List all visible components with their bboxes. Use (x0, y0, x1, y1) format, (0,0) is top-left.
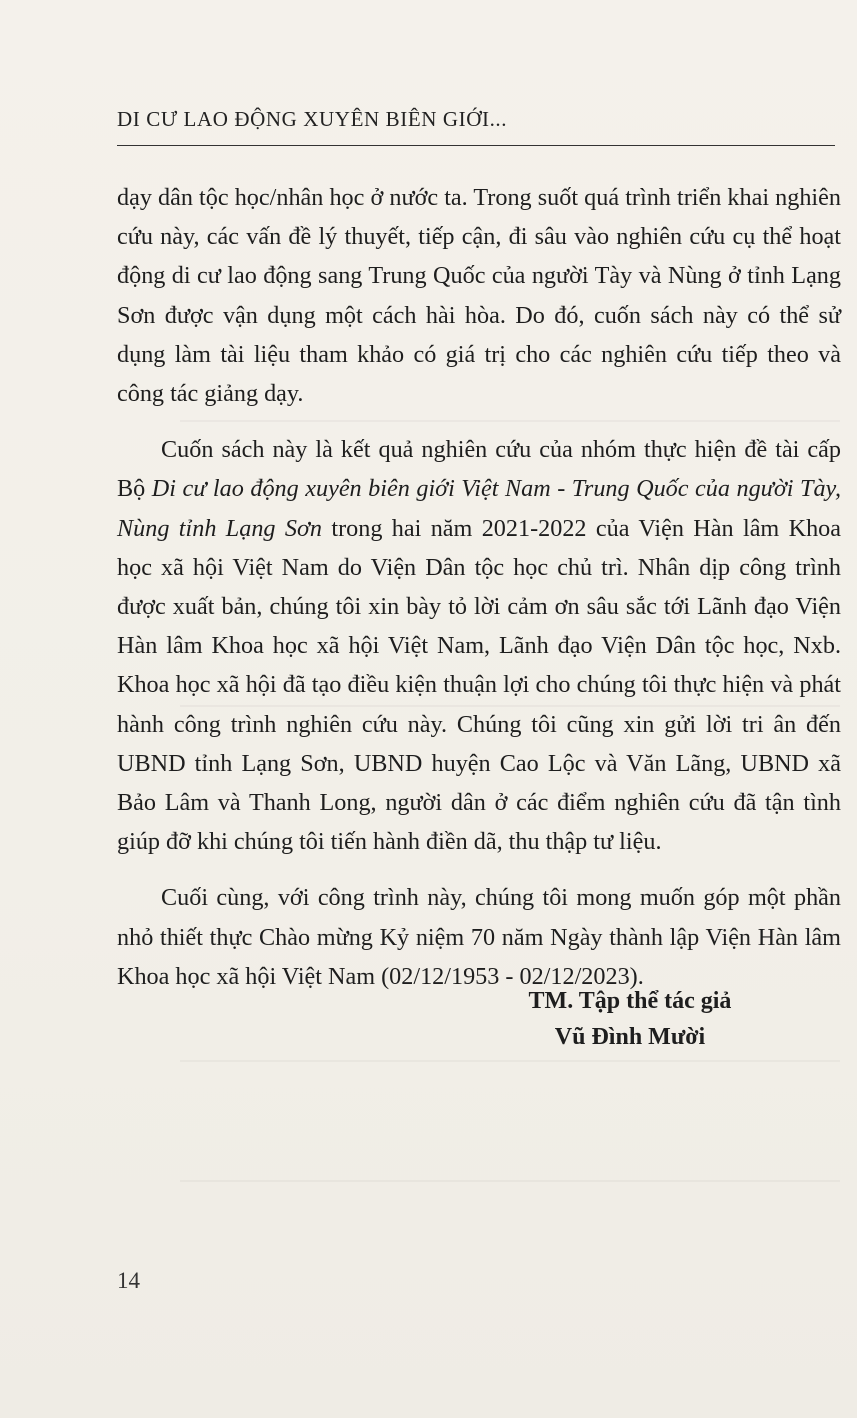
signature-name: Vũ Đình Mười (554, 1024, 706, 1050)
signature-role: TM. Tập thể tác giả (528, 988, 732, 1014)
bleed-through-mark (180, 1060, 840, 1062)
page-number: 14 (117, 1268, 140, 1293)
body-text (117, 178, 841, 996)
paragraph-1: dạy dân tộc học/nhân học ở nước ta. Trong suốt quá trình triển khai nghiên cứu này, các vấn đề lý thuyết, tiếp cận, đi sâu vào nghiên cứu cụ thể hoạt động di cư lao động sang Trung Quốc của người Tày và Nùng ở tỉnh Lạng Sơn được vận dụng một cách hài hòa. Do đó, cuốn sách này có thể sử dụng làm tài liệu tham khảo có giá trị cho các nghiên cứu tiếp theo và công tác giảng dạy. (117, 184, 841, 408)
project-title: Di cư lao động xuyên biên giới Việt Nam - Trung Quốc của người Tày, Nùng tỉnh Lạng Sơn (117, 475, 842, 542)
header-rule (117, 145, 835, 146)
running-title: DI CƯ LAO ĐỘNG XUYÊN BIÊN GIỚI... (117, 107, 508, 131)
paragraph-2 (117, 430, 841, 861)
bleed-through-mark (180, 1180, 840, 1182)
paragraph-2-lead: Cuốn sách này là kết quả nghiên cứu của nhóm thực hiện đề tài cấp Bộ (117, 436, 841, 503)
paragraph-3: Cuối cùng, với công trình này, chúng tôi mong muốn góp một phần nhỏ thiết thực Chào mừng Kỷ niệm 70 năm Ngày thành lập Viện Hàn lâm Khoa học xã hội Việt Nam (02/12/1953 - 02/12/2023). (117, 884, 841, 990)
paragraph-2-rest: trong hai năm 2021-2022 của Viện Hàn lâm Khoa học xã hội Việt Nam do Viện Dân tộc học chủ trì. Nhân dịp công trình được xuất bản, chúng tôi xin bày tỏ lời cảm ơn sâu sắc tới Lãnh đạo Viện Hàn lâm Khoa học xã hội Việt Nam, Lãnh đạo Viện Dân tộc học, Nxb. Khoa học xã hội đã tạo điều kiện thuận lợi cho chúng tôi thực hiện và phát hành công trình nghiên cứu này. Chúng tôi cũng xin gửi lời tri ân đến UBND tỉnh Lạng Sơn, UBND huyện Cao Lộc và Văn Lãng, UBND xã Bảo Lâm và Thanh Long, người dân ở các điểm nghiên cứu đã tận tình giúp đỡ khi chúng tôi tiến hành điền dã, thu thập tư liệu. (117, 514, 842, 856)
